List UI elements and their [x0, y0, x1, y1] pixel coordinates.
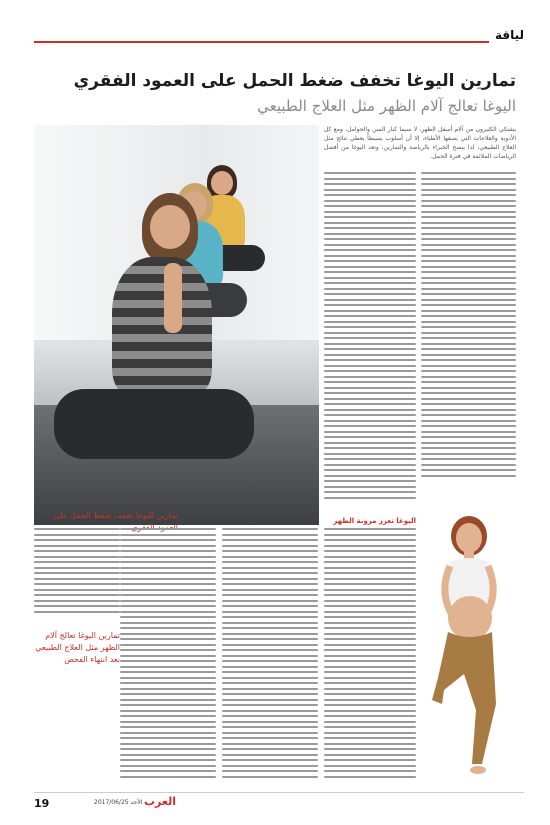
section-label: لياقة	[489, 28, 524, 43]
photo-caption: تمارين اليوغا تخفف ضغط الحمل على	[53, 511, 178, 520]
article-column-2	[324, 172, 416, 510]
page-footer	[34, 792, 524, 809]
article-column-3	[324, 528, 416, 784]
pull-quote: تمارين اليوغا تعالج آلام الظهر مثل العلاج الطبيعي بعد انتهاء الفحص	[35, 631, 120, 664]
pants-shape	[432, 632, 496, 764]
head-shape	[456, 523, 482, 553]
footer-date: الأحد 2017/06/25	[94, 799, 143, 806]
intro-text: يشتكي الكثيرون من آلام أسفل الظهر، لا سيما كبار السن والحوامل، ومع كل الأدوية والعلاجات التي يصفها الأطباء، إلا أن أسلوب بسيطاً يعطي نتائج مثل العلاج الطبيعي، لذا ينصح الخبراء بالرياضة والتمارين، وتعد اليوغا من أفضل الرياضات الملائمة في فترة الحمل.	[324, 126, 516, 160]
column-text-lines	[34, 528, 120, 613]
woman-front	[54, 193, 254, 503]
column-text-lines	[324, 528, 416, 778]
column-text-lines	[120, 528, 216, 778]
pregnant-woman-photo	[424, 514, 514, 782]
column-heading: اليوغا تعزز مرونة الظهر	[333, 517, 416, 525]
column-text-lines	[421, 172, 516, 477]
article-column-4	[222, 528, 318, 784]
yoga-class-photo	[34, 125, 319, 525]
foot-shape	[470, 766, 486, 774]
article-column-5	[120, 528, 216, 784]
shirt-shape	[448, 558, 490, 602]
column-text-lines	[324, 172, 416, 499]
headline: تمارين اليوغا تخفف ضغط الحمل على العمود الفقري	[73, 71, 516, 91]
article-column-6	[34, 528, 120, 620]
page-number: 19	[34, 797, 50, 810]
publication-logo: العرب	[144, 795, 177, 808]
section-bar	[34, 26, 524, 43]
intro-paragraph	[324, 125, 516, 169]
subhead: اليوغا تعالج آلام الظهر مثل العلاج الطبيعي	[257, 97, 516, 115]
column-text-lines	[222, 528, 318, 778]
